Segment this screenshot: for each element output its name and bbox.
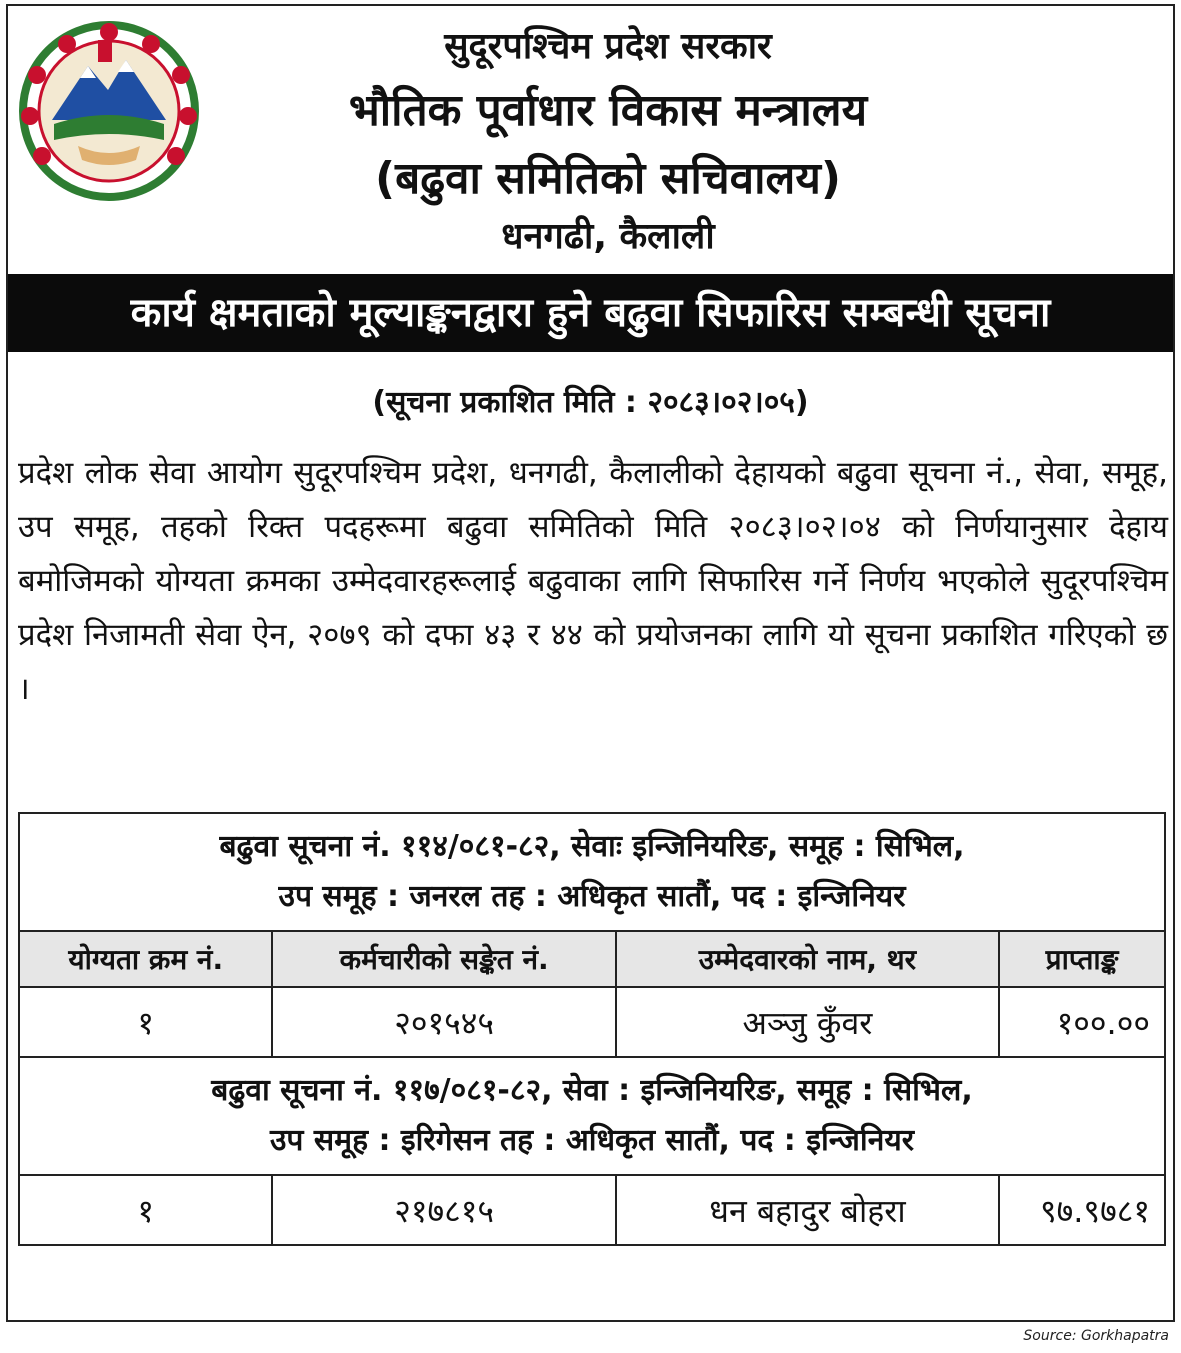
column-header-name: उम्मेदवारको नाम, थर — [616, 931, 999, 987]
column-header-score: प्राप्ताङ्क — [999, 931, 1165, 987]
header — [8, 6, 1173, 270]
table-row — [19, 987, 1165, 1057]
notice-frame — [6, 4, 1175, 1322]
cell-rank: १ — [19, 987, 272, 1057]
notice-1-line2: उप समूह : जनरल तह : अधिकृत सातौं, पद : इन्जिनियर — [278, 879, 906, 914]
cell-rank: १ — [19, 1175, 272, 1245]
notice-1-line1: बढुवा सूचना नं. ११४/०८१-८२, सेवाः इन्जिनियरिङ, समूह : सिभिल, — [219, 829, 965, 864]
cell-score: ९७.९७८१ — [999, 1175, 1165, 1245]
ministry-name: भौतिक पूर्वाधार विकास मन्त्रालय — [348, 85, 868, 136]
cell-name: अञ्जु कुँवर — [616, 987, 999, 1057]
promotion-table — [18, 812, 1166, 1246]
government-name: सुदूरपश्चिम प्रदेश सरकार — [444, 26, 772, 67]
column-header-rank: योग्यता क्रम नं. — [19, 931, 272, 987]
notice-2-heading — [19, 1057, 1165, 1175]
notice-2-line1: बढुवा सूचना नं. ११७/०८१-८२, सेवा : इन्जिनियरिङ, समूह : सिभिल, — [211, 1073, 973, 1108]
source-credit: Source: Gorkhapatra — [1023, 1328, 1169, 1344]
notice-header-row — [19, 1057, 1165, 1175]
publish-date: (सूचना प्रकाशित मिति : २०८३।०२।०५) — [372, 385, 809, 420]
column-header-code: कर्मचारीको सङ्केत नं. — [272, 931, 615, 987]
notice-1-heading — [19, 813, 1165, 931]
notice-body-text: प्रदेश लोक सेवा आयोग सुदूरपश्चिम प्रदेश, धनगढी, कैलालीको देहायको बढुवा सूचना नं., सेवा, समूह, उप समूह, तहको रिक्त पदहरूमा बढुवा समितिको मिति २०८३।०२।०४ को निर्णयानुसार देहाय बमोजिमको योग्यता क्रमका उम्मेदवारहरूलाई बढुवाका लागि सिफारिस गर्ने निर्णय भएकोले सुदूरपश्चिम प्रदेश निजामती सेवा ऐन, २०७९ को दफा ४३ र ४४ को प्रयोजनका लागि यो सूचना प्रकाशित गरिएको छ । — [18, 455, 1168, 707]
cell-name: धन बहादुर बोहरा — [616, 1175, 999, 1245]
table-row — [19, 1175, 1165, 1245]
notice-header-row — [19, 813, 1165, 931]
notice-title-banner: कार्य क्षमताको मूल्याङ्कनद्वारा हुने बढुवा सिफारिस सम्बन्धी सूचना — [8, 274, 1173, 352]
notice-2-line2: उप समूह : इरिगेसन तह : अधिकृत सातौं, पद : इन्जिनियर — [269, 1123, 915, 1158]
cell-score: १००.०० — [999, 987, 1165, 1057]
cell-code: २१७८१५ — [272, 1175, 615, 1245]
office-location: धनगढी, कैलाली — [501, 216, 715, 257]
secretariat-name: (बढुवा समितिको सचिवालय) — [374, 153, 842, 204]
column-header-row — [19, 931, 1165, 987]
cell-code: २०१५४५ — [272, 987, 615, 1057]
